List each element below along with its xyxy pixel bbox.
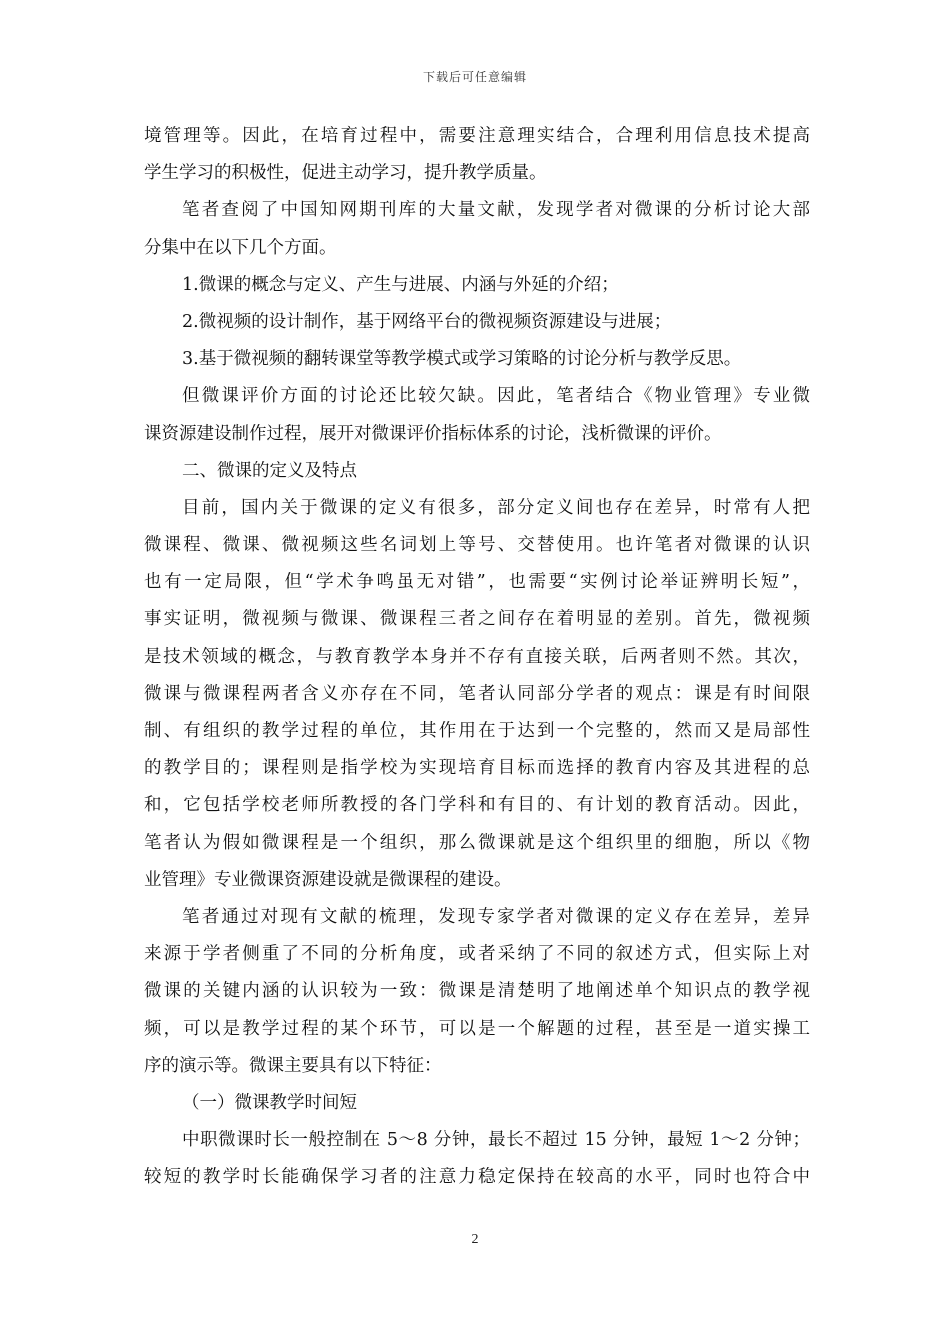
text-line: 课资源建设制作过程，展开对微课评价指标体系的讨论，浅析微课的评价。	[144, 423, 722, 444]
text-line: 微课程、微课、微视频这些名词划上等号、交替使用。也许笔者对微课的认识	[144, 535, 810, 556]
text-line: 但微课评价方面的讨论还比较欠缺。因此，笔者结合《物业管理》专业微	[182, 386, 810, 407]
text-line: 事实证明，微视频与微课、微课程三者之间存在着明显的差别。首先，微视频	[144, 609, 810, 630]
text-line: 分集中在以下几个方面。	[144, 237, 337, 258]
page-header: 下载后可任意编辑	[422, 70, 527, 84]
text-line: 微课的关键内涵的认识较为一致：微课是清楚明了地阐述单个知识点的教学视	[144, 981, 810, 1002]
text-line: 笔者认为假如微课程是一个组织，那么微课就是这个组织里的细胞，所以《物	[144, 832, 810, 853]
page-number: 2	[471, 1232, 479, 1247]
text-line: 中职微课时长一般控制在 5～8 分钟，最长不超过 15 分钟，最短 1～2 分钟；	[182, 1130, 810, 1151]
text-line: 频，可以是教学过程的某个环节，可以是一个解题的过程，甚至是一道实操工	[144, 1018, 810, 1039]
text-line: 和，它包括学校老师所教授的各门学科和有目的、有计划的教育活动。因此，	[144, 795, 810, 816]
list-item: 2.微视频的设计制作，基于网络平台的微视频资源建设与进展；	[182, 311, 672, 332]
body-text	[144, 118, 810, 1196]
text-line: 也有一定局限，但“学术争鸣虽无对错”，也需要“实例讨论举证辨明长短”，	[144, 572, 810, 593]
list-item: 3.基于微视频的翻转课堂等教学模式或学习策略的讨论分析与教学反思。	[182, 349, 742, 370]
text-line: 是技术领域的概念，与教育教学本身并不存有直接关联，后两者则不然。其次，	[144, 646, 810, 667]
section-heading: 二、微课的定义及特点	[182, 460, 357, 481]
text-line: 微课与微课程两者含义亦存在不同，笔者认同部分学者的观点：课是有时间限	[144, 683, 810, 704]
text-line: 笔者通过对现有文献的梳理，发现专家学者对微课的定义存在差异，差异	[182, 906, 810, 927]
text-line: 较短的教学时长能确保学习者的注意力稳定保持在较高的水平，同时也符合中	[144, 1167, 810, 1188]
text-line: 目前，国内关于微课的定义有很多，部分定义间也存在差异，时常有人把	[182, 497, 810, 518]
text-line: 序的演示等。微课主要具有以下特征：	[144, 1055, 442, 1076]
text-line: 业管理》专业微课资源建设就是微课程的建设。	[144, 869, 512, 890]
text-line: 笔者查阅了中国知网期刊库的大量文献，发现学者对微课的分析讨论大部	[182, 200, 810, 221]
text-line: 制、有组织的教学过程的单位，其作用在于达到一个完整的，然而又是局部性	[144, 721, 810, 741]
list-item: 1.微课的概念与定义、产生与进展、内涵与外延的介绍；	[182, 274, 619, 295]
text-line: 来源于学者侧重了不同的分析角度，或者采纳了不同的叙述方式，但实际上对	[144, 944, 810, 965]
text-line: 学生学习的积极性，促进主动学习，提升教学质量。	[144, 163, 547, 184]
text-line: 境管理等。因此，在培育过程中，需要注意理实结合，合理利用信息技术提高	[144, 126, 810, 146]
text-line: 的教学目的；课程则是指学校为实现培育目标而选择的教育内容及其进程的总	[144, 758, 810, 779]
subsection-heading: （一）微课教学时间短	[182, 1092, 357, 1113]
